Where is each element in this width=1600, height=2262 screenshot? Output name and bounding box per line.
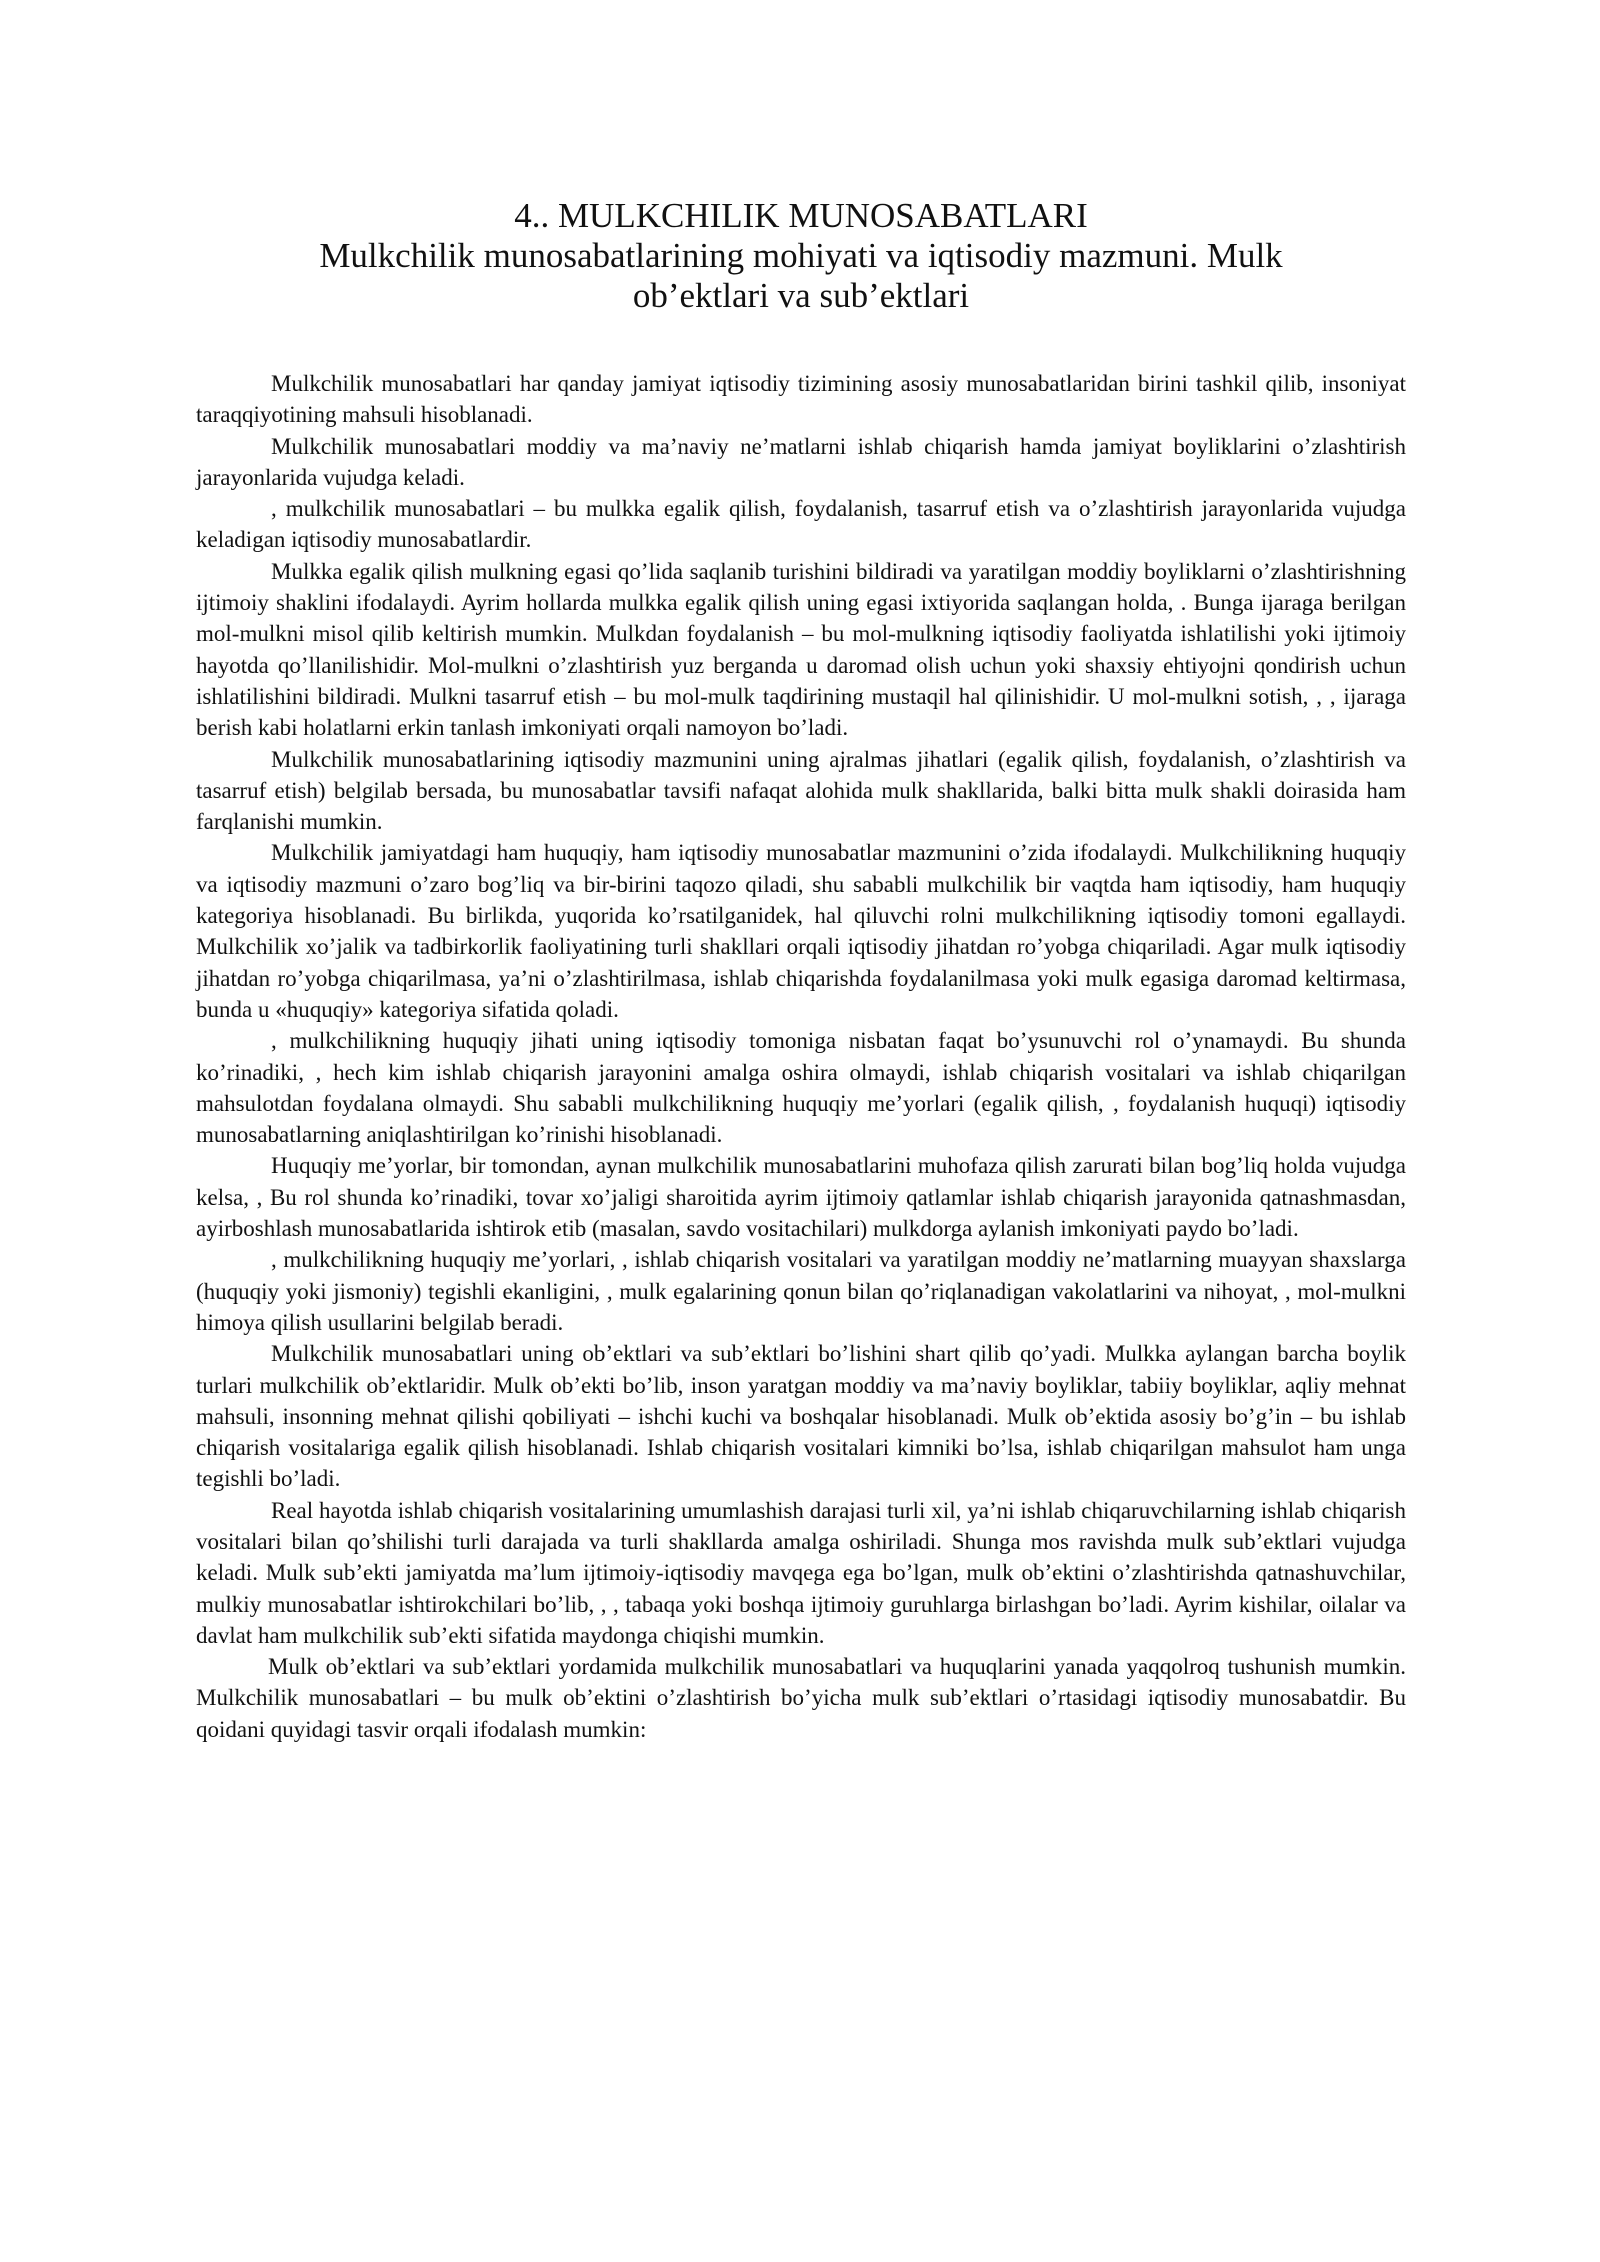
paragraph: Mulkchilik munosabatlarining iqtisodiy mazmunini uning ajralmas jihatlari (egalik qilish, foydalanish, o’zlashtirish va tasarruf etish) belgilab bersada, bu munosabatlar tavsifi nafaqat alohida mulk shakllarida, balki bitta mulk shakli doirasida ham farqlanishi mumkin. (196, 746, 1406, 835)
paragraph: Mulkchilik munosabatlari har qanday jamiyat iqtisodiy tizimining asosiy munosabatlaridan birini tashkil qilib, insoniyat taraqqiyotining mahsuli hisoblanadi. (196, 371, 1406, 428)
paragraph: , mulkchilikning huquqiy me’yorlari, , ishlab chiqarish vositalari va yaratilgan moddiy ne’matlarning muayyan shaxslarga (huquqiy yoki jismoniy) tegishli ekanligini, , mulk egalarining qonun bilan qo’riqlanadigan vakolatlarini va nihoyat, , mol-mulkni himoya qilish usullarini belgilab beradi. (196, 1247, 1406, 1335)
paragraph: Huquqiy me’yorlar, bir tomondan, aynan mulkchilik munosabatlarini muhofaza qilish zarurati bilan bog’liq holda vujudga kelsa, , Bu rol shunda ko’rinadiki, tovar xo’jaligi sharoitida ayrim ijtimoiy qatlamlar ishlab chiqarish jarayonida qatnashmasdan, ayirboshlash munosabatlarida ishtirok etib (masalan, savdo vositachilari) mulkdorga aylanish imkoniyati paydo bo’ladi. (196, 1153, 1406, 1242)
paragraph: Mulkka egalik qilish mulkning egasi qo’lida saqlanib turishini bildiradi va yaratilgan moddiy boyliklarni o’zlashtirishning ijtimoiy shaklini ifodalaydi. Ayrim hollarda mulkka egalik qilish uning egasi ixtiyorida saqlangan holda, . Bunga ijaraga berilgan mol-mulkni misol qilib keltirish mumkin. Mulkdan foydalanish – bu mol-mulkning iqtisodiy faoliyatda ishlatilishi yoki ijtimoiy hayotda qo’llanilishidir. Mol-mulkni o’zlashtirish yuz berganda u daromad olish uchun yoki shaxsiy ehtiyojni qondirish uchun ishlatilishini bildiradi. Mulkni tasarruf etish – bu mol-mulk taqdirining mustaqil hal qilinishidir. U mol-mulkni sotish, , , ijaraga berish kabi holatlarni erkin tanlash imkoniyati orqali namoyon bo’ladi. (196, 558, 1406, 741)
paragraph: Real hayotda ishlab chiqarish vositalarining umumlashish darajasi turli xil, ya’ni ishlab chiqaruvchilarning ishlab chiqarish vositalari bilan qo’shilishi turli darajada va turli shakllarda amalga oshiriladi. Shunga mos ravishda mulk sub’ektlari vujudga keladi. Mulk sub’ekti jamiyatda ma’lum ijtimoiy-iqtisodiy mavqega ega bo’lgan, mulk ob’ektini o’zlashtirishda qatnashuvchilar, mulkiy munosabatlar ishtirokchilari bo’lib, , , tabaqa yoki boshqa ijtimoiy guruhlarga birlashgan bo’ladi. Ayrim kishilar, oilalar va davlat ham mulkchilik sub’ekti sifatida maydonga chiqishi mumkin. (196, 1497, 1406, 1648)
paragraph: Mulkchilik munosabatlari moddiy va ma’naviy ne’matlarni ishlab chiqarish hamda jamiyat boyliklarini o’zlashtirish jarayonlarida vujudga keladi. (196, 433, 1406, 490)
body-text (196, 368, 1406, 1745)
section-title-line-1: Mulkchilik munosabatlarining mohiyati va iqtisodiy mazmuni. Mulk (319, 236, 1283, 275)
section-title-line-2: ob’ektlari va sub’ektlari (632, 276, 970, 315)
paragraph: , mulkchilik munosabatlari – bu mulkka egalik qilish, foydalanish, tasarruf etish va o’zlashtirish jarayonlarida vujudga keladigan iqtisodiy munosabatlardir. (196, 496, 1406, 553)
paragraph: Mulk ob’ektlari va sub’ektlari yordamida mulkchilik munosabatlari va huquqlarini yanada yaqqolroq tushunish mumkin. Mulkchilik munosabatlari – bu mulk ob’ektini o’zlashtirish bo’yicha mulk sub’ektlari o’rtasidagi iqtisodiy munosabatdir. Bu qoidani quyidagi tasvir orqali ifodalash mumkin: (196, 1654, 1406, 1742)
paragraph: , mulkchilikning huquqiy jihati uning iqtisodiy tomoniga nisbatan faqat bo’ysunuvchi rol o’ynamaydi. Bu shunda ko’rinadiki, , hech kim ishlab chiqarish jarayonini amalga oshira olmaydi, ishlab chiqarish vositalari va ishlab chiqarilgan mahsulotdan foydalana olmaydi. Shu sababli mulkchilikning huquqiy me’yorlari (egalik qilish, , foydalanish huquqi) iqtisodiy munosabatlarning aniqlashtirilgan ko’rinishi hisoblanadi. (196, 1028, 1406, 1148)
chapter-title: 4.. MULKCHILIK MUNOSABATLARI (514, 196, 1088, 235)
paragraph: Mulkchilik jamiyatdagi ham huquqiy, ham iqtisodiy munosabatlar mazmunini o’zida ifodalaydi. Mulkchilikning huquqiy va iqtisodiy mazmuni o’zaro bog’liq va bir-birini taqozo qiladi, shu sababli mulkchilik bir vaqtda ham iqtisodiy, ham huquqiy kategoriya hisoblanadi. Bu birlikda, yuqorida ko’rsatilganidek, hal qiluvchi rolni mulkchilikning iqtisodiy tomoni egallaydi. Mulkchilik xo’jalik va tadbirkorlik faoliyatining turli shakllari orqali iqtisodiy jihatdan ro’yobga chiqariladi. Agar mulk iqtisodiy jihatdan ro’yobga chiqarilmasa, ya’ni o’zlashtirilmasa, ishlab chiqarishda foydalanilmasa yoki mulk egasiga daromad keltirmasa, bunda u «huquqiy» kategoriya sifatida qoladi. (196, 840, 1406, 1022)
chapter-heading (196, 196, 1406, 316)
paragraph: Mulkchilik munosabatlari uning ob’ektlari va sub’ektlari bo’lishini shart qilib qo’yadi. Mulkka aylangan barcha boylik turlari mulkchilik ob’ektlaridir. Mulk ob’ekti bo’lib, inson yaratgan moddiy va ma’naviy boyliklar, tabiiy boyliklar, aqliy mehnat mahsuli, insonning mehnat qilishi qobiliyati – ishchi kuchi va boshqalar hisoblanadi. Mulk ob’ektida asosiy bo’g’in – bu ishlab chiqarish vositalariga egalik qilish hisoblanadi. Ishlab chiqarish vositalari kimniki bo’lsa, ishlab chiqarilgan mahsulot ham unga tegishli bo’ladi. (196, 1341, 1406, 1492)
